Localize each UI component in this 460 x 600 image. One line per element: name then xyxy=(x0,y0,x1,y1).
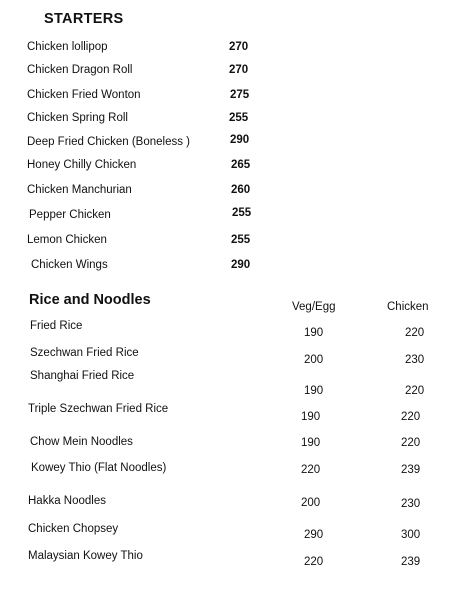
starter-item-name: Chicken lollipop xyxy=(27,41,108,53)
starters-title: STARTERS xyxy=(44,11,124,27)
starter-item-name: Chicken Fried Wonton xyxy=(27,89,141,101)
rice-item-chicken-price: 230 xyxy=(405,354,425,366)
starter-item-price: 260 xyxy=(231,184,251,196)
rice-item-chicken-price: 300 xyxy=(401,529,421,541)
rice-item-name: Chow Mein Noodles xyxy=(30,436,133,448)
rice-item-name: Shanghai Fried Rice xyxy=(30,370,135,382)
rice-item-veg-price: 190 xyxy=(301,437,321,449)
starter-item-price: 255 xyxy=(232,207,252,219)
rice-item-veg-price: 290 xyxy=(304,529,324,541)
rice-noodles-title: Rice and Noodles xyxy=(29,292,151,308)
rice-item-name: Kowey Thio (Flat Noodles) xyxy=(31,462,167,474)
starter-item-price: 290 xyxy=(231,259,251,271)
rice-item-veg-price: 190 xyxy=(304,385,324,397)
starter-item-name: Deep Fried Chicken (Boneless ) xyxy=(27,136,190,148)
rice-item-veg-price: 190 xyxy=(304,327,324,339)
starter-item-price: 255 xyxy=(229,112,249,124)
rice-item-chicken-price: 220 xyxy=(401,411,421,423)
rice-item-chicken-price: 220 xyxy=(405,327,425,339)
rice-item-name: Fried Rice xyxy=(30,320,83,332)
rice-item-chicken-price: 239 xyxy=(401,464,421,476)
starter-item-name: Lemon Chicken xyxy=(27,234,107,246)
rice-item-name: Chicken Chopsey xyxy=(28,523,119,535)
rice-item-chicken-price: 220 xyxy=(401,437,421,449)
rice-item-veg-price: 190 xyxy=(301,411,321,423)
starter-item-price: 270 xyxy=(229,64,249,76)
starter-item-price: 275 xyxy=(230,89,250,101)
column-header-chicken: Chicken xyxy=(387,301,429,313)
starter-item-name: Honey Chilly Chicken xyxy=(27,159,137,171)
starter-item-price: 255 xyxy=(231,234,251,246)
rice-item-veg-price: 200 xyxy=(304,354,324,366)
starter-item-name: Chicken Wings xyxy=(31,259,108,271)
starter-item-price: 290 xyxy=(230,134,250,146)
rice-item-chicken-price: 230 xyxy=(401,498,421,510)
starter-item-name: Chicken Dragon Roll xyxy=(27,64,133,76)
starter-item-name: Chicken Manchurian xyxy=(27,184,132,196)
rice-item-chicken-price: 220 xyxy=(405,385,425,397)
column-header-veg-egg: Veg/Egg xyxy=(292,301,336,313)
rice-item-name: Malaysian Kowey Thio xyxy=(28,550,143,562)
starter-item-name: Pepper Chicken xyxy=(29,209,111,221)
rice-item-name: Hakka Noodles xyxy=(28,495,106,507)
starter-item-price: 265 xyxy=(231,159,251,171)
rice-item-name: Triple Szechwan Fried Rice xyxy=(28,403,169,415)
starter-item-price: 270 xyxy=(229,41,249,53)
rice-item-veg-price: 200 xyxy=(301,497,321,509)
rice-item-chicken-price: 239 xyxy=(401,556,421,568)
rice-item-veg-price: 220 xyxy=(304,556,324,568)
rice-item-veg-price: 220 xyxy=(301,464,321,476)
rice-item-name: Szechwan Fried Rice xyxy=(30,347,139,359)
starter-item-name: Chicken Spring Roll xyxy=(27,112,128,124)
